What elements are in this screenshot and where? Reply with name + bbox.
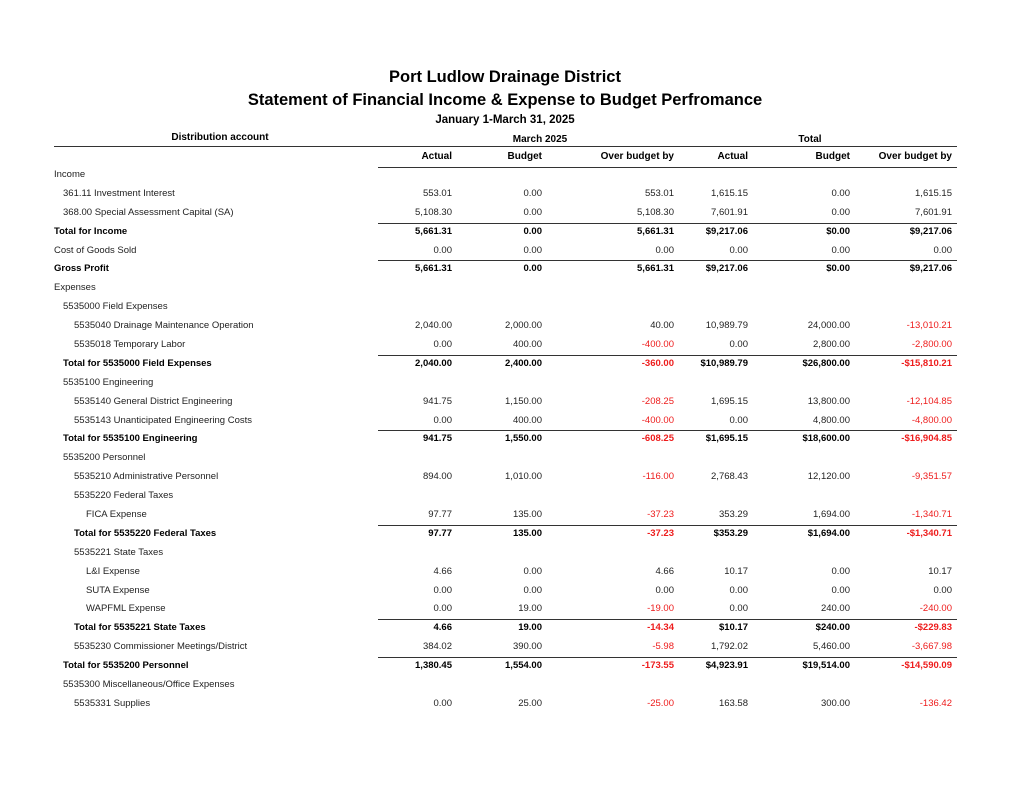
row-label: Total for 5535220 Federal Taxes <box>74 527 217 539</box>
cell-actual-total: 7,601.91 <box>711 206 748 218</box>
cell-budget-march: 0.00 <box>523 187 542 199</box>
cell-actual-total: 1,695.15 <box>711 395 748 407</box>
header-group-total: Total <box>798 134 822 145</box>
cell-budget-total: 0.00 <box>831 244 850 256</box>
cell-over-budget-total: -$229.83 <box>914 622 952 634</box>
cell-actual-total: $9,217.06 <box>705 225 748 237</box>
cell-actual-march: 941.75 <box>422 395 452 407</box>
row-label: 5535018 Temporary Labor <box>74 339 186 351</box>
cell-over-budget-total: -$14,590.09 <box>901 660 952 672</box>
table-row-total <box>54 260 957 279</box>
cell-budget-march: 135.00 <box>512 509 542 521</box>
cell-budget-march: 390.00 <box>512 641 542 653</box>
cell-budget-total: 0.00 <box>831 206 850 218</box>
row-label: 361.11 Investment Interest <box>63 187 175 199</box>
table-row-section <box>54 374 957 393</box>
table-row <box>54 563 957 582</box>
cell-actual-march: 941.75 <box>422 433 452 445</box>
table-row-section <box>54 166 957 185</box>
cell-actual-total: 0.00 <box>729 584 748 596</box>
cell-over-budget-march: 5,108.30 <box>637 206 674 218</box>
row-label: 5535000 Field Expenses <box>63 301 168 313</box>
cell-actual-total: $9,217.06 <box>705 263 748 275</box>
cell-over-budget-march: 4.66 <box>655 565 674 577</box>
row-label: WAPFML Expense <box>86 603 166 615</box>
header-rule <box>54 146 957 147</box>
table-row <box>54 242 957 261</box>
row-label: 5535331 Supplies <box>74 697 151 709</box>
cell-actual-march: 5,108.30 <box>415 206 452 218</box>
cell-over-budget-march: -360.00 <box>641 357 674 369</box>
cell-budget-total: 0.00 <box>831 565 850 577</box>
cell-budget-march: 400.00 <box>512 414 542 426</box>
cell-budget-march: 19.00 <box>518 622 542 634</box>
row-label: 368.00 Special Assessment Capital (SA) <box>63 206 234 218</box>
cell-actual-march: 2,040.00 <box>415 320 452 332</box>
cell-over-budget-march: -37.23 <box>647 527 674 539</box>
cell-over-budget-total: -136.42 <box>919 697 952 709</box>
cell-over-budget-total: -3,667.98 <box>911 641 952 653</box>
cell-over-budget-total: -$1,340.71 <box>906 527 952 539</box>
cell-over-budget-march: -208.25 <box>641 395 674 407</box>
cell-over-budget-march: 5,661.31 <box>637 225 674 237</box>
cell-over-budget-total: -13,010.21 <box>906 320 952 332</box>
table-row-total <box>54 525 957 544</box>
cell-budget-march: 0.00 <box>523 584 542 596</box>
table-row <box>54 582 957 601</box>
row-label: 5535230 Commissioner Meetings/District <box>74 641 248 653</box>
cell-budget-march: 1,150.00 <box>505 395 542 407</box>
cell-budget-total: $1,694.00 <box>807 527 850 539</box>
row-label: 5535210 Administrative Personnel <box>74 471 219 483</box>
row-label: 5535143 Unanticipated Engineering Costs <box>74 414 252 426</box>
row-label: Total for 5535221 State Taxes <box>74 622 206 634</box>
row-label: Total for 5535000 Field Expenses <box>63 357 212 369</box>
cell-actual-total: 0.00 <box>729 603 748 615</box>
cell-budget-total: $26,800.00 <box>802 357 850 369</box>
row-label: 5535200 Personnel <box>63 452 146 464</box>
cell-actual-total: 0.00 <box>729 414 748 426</box>
cell-over-budget-march: 40.00 <box>650 320 674 332</box>
cell-budget-total: 0.00 <box>831 584 850 596</box>
table-row-section <box>54 544 957 563</box>
cell-budget-march: 400.00 <box>512 339 542 351</box>
cell-actual-march: 0.00 <box>433 603 452 615</box>
table-row-total <box>54 657 957 676</box>
cell-over-budget-march: 553.01 <box>644 187 674 199</box>
cell-actual-total: $1,695.15 <box>705 433 748 445</box>
row-label: Cost of Goods Sold <box>54 244 137 256</box>
cell-over-budget-total: -$16,904.85 <box>901 433 952 445</box>
cell-budget-total: 24,000.00 <box>807 320 850 332</box>
cell-over-budget-march: -400.00 <box>641 414 674 426</box>
cell-over-budget-total: 1,615.15 <box>915 187 952 199</box>
cell-actual-total: 0.00 <box>729 339 748 351</box>
cell-actual-total: $4,923.91 <box>705 660 748 672</box>
cell-actual-total: 10,989.79 <box>705 320 748 332</box>
table-row <box>54 638 957 657</box>
cell-budget-total: 13,800.00 <box>807 395 850 407</box>
column-header-actual-march: Actual <box>421 151 452 162</box>
report-period: January 1-March 31, 2025 <box>435 114 575 126</box>
cell-actual-total: $10.17 <box>718 622 748 634</box>
cell-actual-total: 2,768.43 <box>711 471 748 483</box>
cell-actual-march: 97.77 <box>428 509 452 521</box>
row-label: FICA Expense <box>86 509 147 521</box>
cell-actual-march: 4.66 <box>433 622 452 634</box>
cell-budget-total: 1,694.00 <box>813 509 850 521</box>
cell-over-budget-total: -4,800.00 <box>911 414 952 426</box>
header-distribution-account: Distribution account <box>171 132 269 143</box>
table-row <box>54 393 957 412</box>
cell-actual-total: 0.00 <box>729 244 748 256</box>
cell-over-budget-march: -14.34 <box>647 622 674 634</box>
row-label: Income <box>54 169 86 180</box>
cell-budget-march: 0.00 <box>523 206 542 218</box>
cell-over-budget-march: -116.00 <box>642 471 674 483</box>
cell-budget-march: 135.00 <box>512 527 542 539</box>
row-label: L&I Expense <box>86 565 140 577</box>
table-row <box>54 185 957 204</box>
cell-budget-total: 5,460.00 <box>813 641 850 653</box>
cell-actual-total: 1,792.02 <box>711 641 748 653</box>
cell-actual-total: $10,989.79 <box>700 357 748 369</box>
cell-actual-march: 5,661.31 <box>415 225 452 237</box>
cell-over-budget-march: -37.23 <box>647 509 674 521</box>
cell-budget-total: 0.00 <box>831 187 850 199</box>
cell-budget-march: 19.00 <box>518 603 542 615</box>
cell-actual-total: $353.29 <box>713 527 748 539</box>
row-label: 5535300 Miscellaneous/Office Expenses <box>63 679 235 691</box>
table-row-total <box>54 355 957 374</box>
cell-budget-total: 300.00 <box>820 697 850 709</box>
column-header-budget-march: Budget <box>507 151 542 162</box>
cell-over-budget-march: -25.00 <box>647 697 674 709</box>
cell-over-budget-march: -5.98 <box>652 641 674 653</box>
cell-budget-march: 1,550.00 <box>505 433 542 445</box>
row-label: Expenses <box>54 282 96 294</box>
cell-actual-march: 384.02 <box>422 641 452 653</box>
cell-over-budget-march: -608.25 <box>641 433 674 445</box>
cell-over-budget-total: -240.00 <box>919 603 952 615</box>
report-table-body <box>54 166 957 714</box>
table-row <box>54 468 957 487</box>
cell-budget-march: 1,554.00 <box>505 660 542 672</box>
cell-over-budget-total: -12,104.85 <box>906 395 952 407</box>
cell-budget-march: 0.00 <box>523 565 542 577</box>
cell-over-budget-total: 10.17 <box>928 565 952 577</box>
row-label: 5535221 State Taxes <box>74 546 164 558</box>
column-header-budget-total: Budget <box>815 151 850 162</box>
cell-over-budget-march: -400.00 <box>641 339 674 351</box>
table-row <box>54 695 957 714</box>
table-row <box>54 412 957 431</box>
cell-over-budget-total: -9,351.57 <box>911 471 952 483</box>
cell-actual-march: 0.00 <box>433 414 452 426</box>
cell-budget-total: $19,514.00 <box>802 660 850 672</box>
report-title-company: Port Ludlow Drainage District <box>389 68 621 86</box>
cell-over-budget-total: -$15,810.21 <box>901 357 952 369</box>
cell-budget-march: 2,400.00 <box>505 357 542 369</box>
cell-over-budget-total: -2,800.00 <box>911 339 952 351</box>
table-row-section <box>54 676 957 695</box>
cell-budget-total: 240.00 <box>820 603 850 615</box>
cell-budget-total: 4,800.00 <box>813 414 850 426</box>
row-label: Total for 5535100 Engineering <box>63 433 198 445</box>
cell-budget-march: 0.00 <box>523 244 542 256</box>
cell-over-budget-total: $9,217.06 <box>909 225 952 237</box>
cell-budget-march: 1,010.00 <box>505 471 542 483</box>
report-title: Statement of Financial Income & Expense to Budget Perfromance <box>247 91 763 109</box>
row-label: 5535040 Drainage Maintenance Operation <box>74 320 254 332</box>
cell-over-budget-march: 5,661.31 <box>637 263 674 275</box>
column-header-actual-total: Actual <box>717 151 748 162</box>
table-row-total <box>54 619 957 638</box>
cell-budget-march: 25.00 <box>518 697 542 709</box>
row-label: 5535140 General District Engineering <box>74 395 233 407</box>
cell-budget-march: 2,000.00 <box>505 320 542 332</box>
cell-actual-march: 1,380.45 <box>415 660 452 672</box>
cell-budget-total: $18,600.00 <box>802 433 850 445</box>
column-header-over-budget-total: Over budget by <box>878 151 952 162</box>
cell-over-budget-total: $9,217.06 <box>909 263 952 275</box>
header-group-march: March 2025 <box>512 134 568 145</box>
row-label: Gross Profit <box>54 263 109 275</box>
table-row-section <box>54 279 957 298</box>
table-row <box>54 600 957 619</box>
cell-actual-march: 2,040.00 <box>415 357 452 369</box>
table-row <box>54 204 957 223</box>
cell-budget-total: $240.00 <box>815 622 850 634</box>
cell-budget-total: 12,120.00 <box>807 471 850 483</box>
cell-over-budget-march: -173.55 <box>641 660 674 672</box>
table-row-section <box>54 298 957 317</box>
table-row-section <box>54 449 957 468</box>
table-row <box>54 317 957 336</box>
row-label: Total for 5535200 Personnel <box>63 660 189 672</box>
cell-over-budget-march: 0.00 <box>655 584 674 596</box>
cell-over-budget-total: 0.00 <box>933 584 952 596</box>
cell-actual-march: 0.00 <box>433 697 452 709</box>
row-label: SUTA Expense <box>86 584 150 596</box>
row-label: Total for Income <box>54 225 128 237</box>
cell-actual-march: 0.00 <box>433 244 452 256</box>
cell-over-budget-march: 0.00 <box>655 244 674 256</box>
cell-actual-total: 353.29 <box>718 509 748 521</box>
table-row-total <box>54 430 957 449</box>
cell-actual-march: 894.00 <box>422 471 452 483</box>
cell-actual-total: 163.58 <box>718 697 748 709</box>
cell-budget-march: 0.00 <box>523 263 542 275</box>
cell-over-budget-march: -19.00 <box>647 603 674 615</box>
cell-budget-march: 0.00 <box>523 225 542 237</box>
cell-actual-march: 0.00 <box>433 339 452 351</box>
table-row-total <box>54 223 957 242</box>
cell-over-budget-total: 7,601.91 <box>915 206 952 218</box>
cell-actual-march: 4.66 <box>433 565 452 577</box>
cell-budget-total: 2,800.00 <box>813 339 850 351</box>
cell-actual-march: 97.77 <box>428 527 452 539</box>
cell-actual-total: 1,615.15 <box>711 187 748 199</box>
table-row <box>54 336 957 355</box>
cell-over-budget-total: -1,340.71 <box>911 509 952 521</box>
cell-budget-total: $0.00 <box>826 263 850 275</box>
cell-actual-march: 0.00 <box>433 584 452 596</box>
cell-over-budget-total: 0.00 <box>933 244 952 256</box>
table-row-section <box>54 487 957 506</box>
cell-actual-total: 10.17 <box>724 565 748 577</box>
row-label: 5535100 Engineering <box>63 376 154 388</box>
cell-actual-march: 5,661.31 <box>415 263 452 275</box>
table-row <box>54 506 957 525</box>
cell-actual-march: 553.01 <box>422 187 452 199</box>
column-header-over-budget-march: Over budget by <box>600 151 674 162</box>
row-label: 5535220 Federal Taxes <box>74 490 174 502</box>
cell-budget-total: $0.00 <box>826 225 850 237</box>
